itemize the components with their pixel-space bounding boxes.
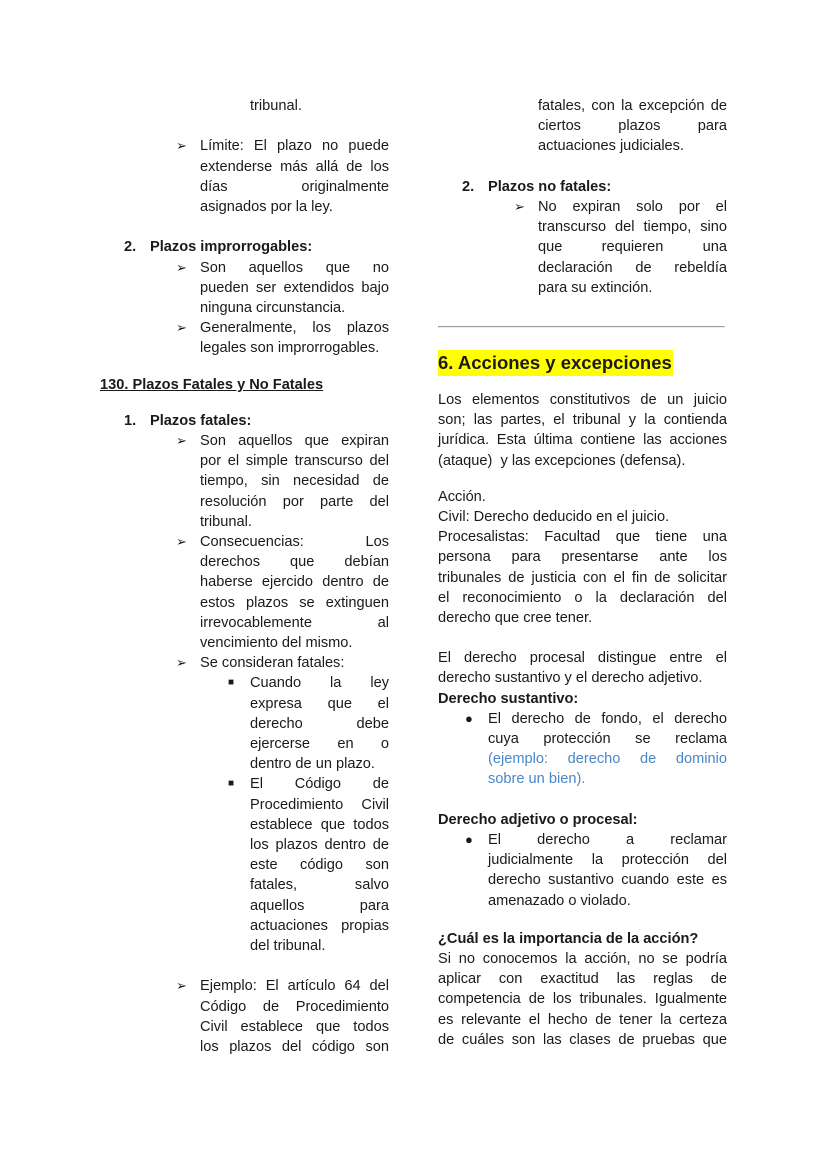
list-item: ➢ Generalmente, los plazos legales son improrrogables. xyxy=(176,320,389,357)
arrow-bullet-icon: ➢ xyxy=(176,259,187,275)
dot-bullet-icon: ● xyxy=(465,832,473,848)
adjetivo-heading: Derecho adjetivo o procesal: xyxy=(438,811,638,828)
highlighted-heading: 6. Acciones y excepciones xyxy=(438,350,673,376)
list-item: ➢ Son aquellos que no pueden ser extendidos bajo ninguna circunstancia. xyxy=(176,259,389,316)
right-column xyxy=(438,96,727,1050)
square-bullet-icon: ■ xyxy=(228,778,235,790)
sub-list-item: ■ El Código de Procedimiento Civil establece que todos los plazos dentro de este código son fatales, salvo aquellos para actuaciones propias del tribunal. xyxy=(228,776,389,955)
distingue-paragraph: El derecho procesal distingue entre el derecho sustantivo y el derecho adjetivo. xyxy=(438,650,727,687)
arrow-bullet-icon: ➢ xyxy=(176,320,187,336)
dot-bullet-icon: ● xyxy=(465,710,473,726)
importancia-paragraph: Si no conocemos la acción, no se podría aplicar con exactitud las reglas de competencia de los tribunales. Igualmente es relevante el hecho de tener la certeza de cuáles son las clases de pruebas que xyxy=(438,951,727,1048)
list-item: ➢ No expiran solo por el transcurso del tiempo, sino que requieren una declaración de rebeldía para su extinción. xyxy=(514,199,727,296)
arrow-bullet-icon: ➢ xyxy=(176,534,187,550)
section-heading-130: 130. Plazos Fatales y No Fatales xyxy=(100,376,324,393)
arrow-bullet-icon: ➢ xyxy=(176,138,187,154)
list-item: ➢ Se consideran fatales: xyxy=(200,653,389,673)
sustantivo-heading: Derecho sustantivo: xyxy=(438,690,579,707)
list-heading-fatales: 1. Plazos fatales: xyxy=(124,412,252,429)
arrow-bullet-icon: ➢ xyxy=(176,978,187,994)
sub-list-item: ■ Cuando la ley expresa que el derecho debe ejercerse en o dentro de un plazo. xyxy=(228,675,389,773)
intro-paragraph: Los elementos constitutivos de un juicio son; las partes, el tribunal y la contienda jurídica. Esta última contiene las acciones (ataque) y las excepciones (defensa). xyxy=(438,392,727,469)
list-heading-no-fatales: 2. Plazos no fatales: xyxy=(462,178,612,195)
arrow-bullet-icon: ➢ xyxy=(514,199,525,214)
list-heading-improrrogables: 2. Plazos improrrogables: xyxy=(124,239,313,256)
left-column xyxy=(100,96,389,1057)
square-bullet-icon: ■ xyxy=(228,677,235,689)
list-item: ➢ Son aquellos que expiran por el simple transcurso del tiempo, sin necesidad de resolución por parte del tribunal. xyxy=(176,433,389,530)
arrow-bullet-icon: ➢ xyxy=(176,433,187,449)
accion-paragraph: Acción. Civil: Derecho deducido en el juicio. Procesalistas: Facultad que tiene una persona para presentarse ante los tribunales de justicia con el fin de solicitar el reconocimiento o la declaración del derecho que cree tener. xyxy=(438,488,727,627)
arrow-bullet-icon: ➢ xyxy=(176,655,187,671)
section-heading-6 xyxy=(438,350,727,376)
list-item: ➢ Consecuencias: Los derechos que debían haberse ejercido dentro de estos plazos se extinguen irrevocablemente al vencimiento del mismo. xyxy=(176,534,389,652)
limit-bullet: ➢ Límite: El plazo no puede extenderse más allá de los días originalmente asignados por la ley. xyxy=(176,138,389,215)
continuation-text: fatales, con la excepción de ciertos plazos para actuaciones judiciales. xyxy=(538,98,727,155)
list-item: ● El derecho a reclamar judicialmente la protección del derecho sustantivo cuando este es amenazado o violado. xyxy=(465,832,727,909)
importancia-heading: ¿Cuál es la importancia de la acción? xyxy=(438,930,699,947)
continuation-text: tribunal. xyxy=(250,98,302,114)
list-item: ● El derecho de fondo, el derecho cuya protección se reclama (ejemplo: derecho de dominio sobre un bien). xyxy=(465,710,727,788)
example-bullet: ➢ Ejemplo: El artículo 64 del Código de Procedimiento Civil establece que todos los plazos del código son xyxy=(176,978,389,1056)
